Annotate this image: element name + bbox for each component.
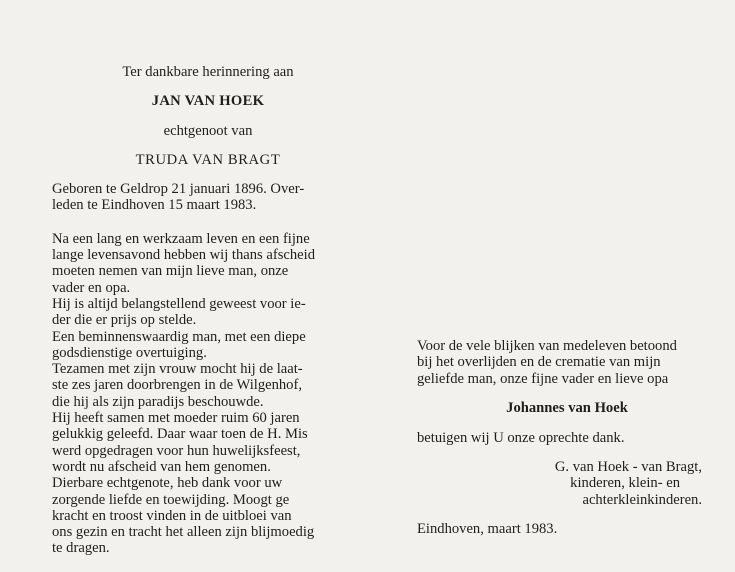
body-paragraph [52, 231, 364, 557]
text-line: werd opgedragen voor hun huwelijksfeest, [52, 442, 301, 459]
memorial-text-column [52, 64, 364, 557]
relation-line: echtgenoot van [163, 122, 253, 139]
text-line: ons gezin en tracht het alleen zijn blijmoedig [52, 524, 315, 541]
text-line: vader en opa. [52, 279, 131, 296]
text-line: Hij is altijd belangstellend geweest voor ie- [52, 295, 306, 312]
text-line: Geboren te Geldrop 21 januari 1896. Over- [52, 181, 305, 198]
text-line: moeten nemen van mijn lieve man, onze [52, 263, 289, 280]
text-line: der die er prijs op stelde. [52, 312, 197, 329]
signature-line: G. van Hoek - van Bragt, [554, 459, 702, 476]
text-line: Hij heeft samen met moeder ruim 60 jaren [52, 410, 300, 427]
text-line: te dragen. [52, 540, 110, 557]
intro-line: Ter dankbare herinnering aan [122, 64, 294, 80]
thanks-column [417, 338, 717, 538]
gratitude-line: betuigen wij U onze oprechte dank. [417, 429, 625, 446]
text-line: kracht en troost vinden in de uitbloei van [52, 507, 292, 524]
text-line: wordt nu afscheid van hem genomen. [52, 458, 271, 475]
birth-death-paragraph [52, 181, 364, 214]
signature-line: kinderen, klein- en [570, 475, 680, 492]
text-line: gelukkig geleefd. Daar waar toen de H. Mis [52, 426, 308, 443]
text-line: bij het overlijden en de crematie van mijn [417, 354, 661, 371]
deceased-full-name: Johannes van Hoek [506, 400, 628, 417]
spouse-name: TRUDA VAN BRAGT [135, 151, 281, 168]
text-line: zorgende liefde en toewijding. Moogt ge [52, 491, 290, 508]
signature-block [417, 459, 717, 508]
text-line: Na een lang en werkzaam leven en een fijne [52, 230, 310, 247]
text-line: geliefde man, onze fijne vader en lieve opa [417, 370, 669, 387]
text-line: lange levensavond hebben wij thans afscheid [52, 247, 316, 264]
text-line: leden te Eindhoven 15 maart 1983. [52, 197, 257, 214]
text-line: Een beminnenswaardig man, met een diepe [52, 328, 306, 345]
place-date: Eindhoven, maart 1983. [417, 521, 558, 538]
text-line: godsdienstige overtuiging. [52, 344, 207, 361]
text-line: ste zes jaren doorbrengen in de Wilgenhof, [52, 377, 302, 394]
text-line: Tezamen met zijn vrouw mocht hij de laat- [52, 361, 303, 378]
signature-line: achterkleinkinderen. [582, 491, 702, 508]
deceased-name: JAN VAN HOEK [151, 93, 265, 110]
text-line: die hij als zijn paradijs beschouwde. [52, 393, 264, 410]
text-line: Dierbare echtgenote, heb dank voor uw [52, 475, 283, 492]
thanks-paragraph [417, 338, 717, 387]
text-line: Voor de vele blijken van medeleven betoond [417, 338, 677, 354]
